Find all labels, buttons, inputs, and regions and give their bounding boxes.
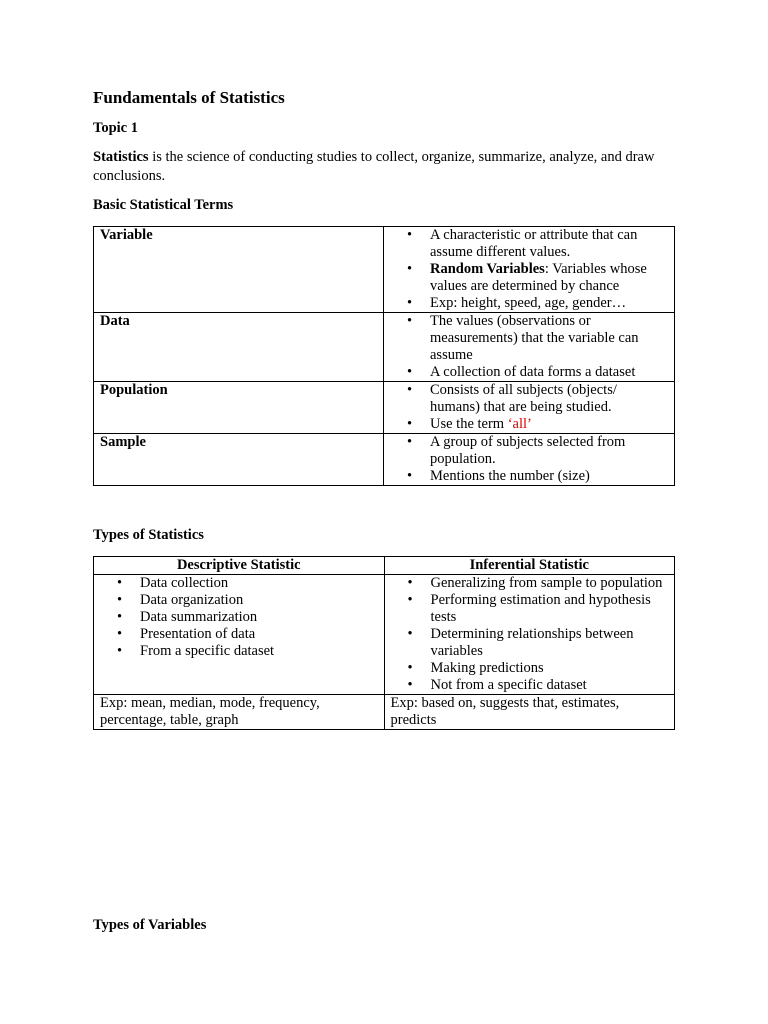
definition-cell xyxy=(384,313,675,382)
term-cell: Population xyxy=(94,382,384,434)
list-item: • Data summarization xyxy=(140,609,378,626)
term-cell: Sample xyxy=(94,434,384,486)
list-item: • A group of subjects selected from population. xyxy=(430,434,668,468)
types-of-statistics-heading: Types of Statistics xyxy=(93,527,204,543)
table-row xyxy=(94,313,675,382)
list-item: • Determining relationships between variables xyxy=(431,626,669,660)
basic-terms-table xyxy=(93,226,675,486)
inferential-list xyxy=(391,575,669,694)
table-header-row xyxy=(94,557,675,575)
intro-term: Statistics xyxy=(93,149,149,165)
list-item: • Generalizing from sample to population xyxy=(431,575,669,592)
descriptive-list xyxy=(100,575,378,660)
list-item: • Consists of all subjects (objects/ humans) that are being studied. xyxy=(430,382,668,416)
list-item: • A collection of data forms a dataset xyxy=(430,364,668,381)
inferential-examples: Exp: based on, suggests that, estimates, predicts xyxy=(384,695,675,730)
intro-text: is the science of conducting studies to collect, organize, summarize, analyze, and draw conclusions. xyxy=(93,149,655,184)
descriptive-examples: Exp: mean, median, mode, frequency, percentage, table, graph xyxy=(94,695,385,730)
types-of-variables-heading: Types of Variables xyxy=(93,917,207,933)
definition-text: Use the term xyxy=(430,416,508,432)
table-row xyxy=(94,227,675,313)
definition-cell xyxy=(384,434,675,486)
term-cell: Variable xyxy=(94,227,384,313)
highlighted-term: ‘all’ xyxy=(507,416,532,432)
list-item: • Presentation of data xyxy=(140,626,378,643)
table-row xyxy=(94,575,675,695)
inferential-header: Inferential Statistic xyxy=(384,557,675,575)
term-cell: Data xyxy=(94,313,384,382)
list-item: • Mentions the number (size) xyxy=(430,468,668,485)
table-row xyxy=(94,695,675,730)
list-item: • Making predictions xyxy=(431,660,669,677)
intro-paragraph xyxy=(93,148,675,186)
definition-text: : Variables whose values are determined by chance xyxy=(430,261,647,294)
inferential-cell xyxy=(384,575,675,695)
list-item: • Exp: height, speed, age, gender… xyxy=(430,295,668,312)
basic-terms-heading: Basic Statistical Terms xyxy=(93,197,234,213)
list-item: • Performing estimation and hypothesis tests xyxy=(431,592,669,626)
topic-heading: Topic 1 xyxy=(93,120,138,136)
list-item: • Data organization xyxy=(140,592,378,609)
definition-cell xyxy=(384,227,675,313)
list-item xyxy=(430,261,668,295)
list-item: • Not from a specific dataset xyxy=(431,677,669,694)
types-of-statistics-table xyxy=(93,556,675,730)
bold-term: Random Variables xyxy=(430,261,545,277)
table-row xyxy=(94,382,675,434)
list-item: • A characteristic or attribute that can assume different values. xyxy=(430,227,668,261)
table-row xyxy=(94,434,675,486)
list-item: • Data collection xyxy=(140,575,378,592)
definition-cell xyxy=(384,382,675,434)
document-title: Fundamentals of Statistics xyxy=(93,88,285,107)
list-item: • The values (observations or measurements) that the variable can assume xyxy=(430,313,668,364)
descriptive-header: Descriptive Statistic xyxy=(94,557,385,575)
list-item: • From a specific dataset xyxy=(140,643,378,660)
list-item xyxy=(430,416,668,433)
descriptive-cell xyxy=(94,575,385,695)
